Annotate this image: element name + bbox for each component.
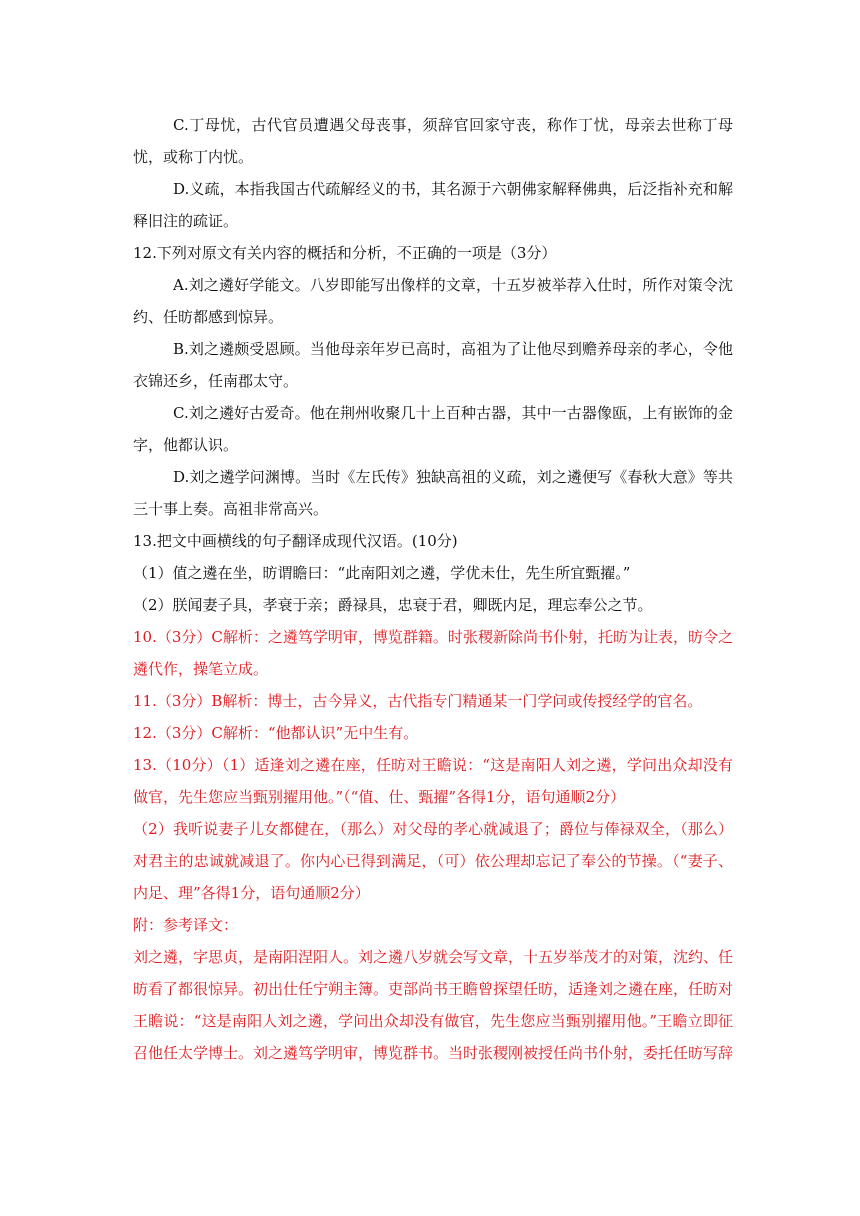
reference-translation: 刘之遴，字思贞，是南阳涅阳人。刘之遴八岁就会写文章，十五岁举茂才的对策，沈约、任昉看了都很惊异。初出仕任宁朔主簿。吏部尚书王瞻曾探望任昉，适逢刘之遴在座，任昉对王瞻说：“这是南阳人刘之遴，学问出众却没有做官，先生您应当甄别擢用他。”王瞻立即征召他任太学博士。刘之遴笃学明审，博览群书。当时张稷刚被授任尚书仆射，委托任昉写辞 bbox=[133, 948, 734, 1062]
answer-11: 11.（3分）B解析：博士，古今异义，古代指专门精通某一门学问或传授经学的官名。 bbox=[133, 692, 703, 710]
question-12-option-b: B.刘之遴颇受恩顾。当他母亲年岁已高时，高祖为了让他尽到赡养母亲的孝心，令他衣锦还乡，任南郡太守。 bbox=[133, 340, 733, 390]
question-12-stem: 12.下列对原文有关内容的概括和分析，不正确的一项是（3分） bbox=[133, 244, 557, 262]
answer-13-part-1: 13.（10分）（1）适逢刘之遴在座，任昉对王瞻说：“这是南阳人刘之遴，学问出众却没有做官，先生您应当甄别擢用他。”（“值、仕、甄擢”各得1分，语句通顺2分） bbox=[133, 756, 733, 806]
document-body bbox=[133, 109, 733, 1069]
question-13-sentence-2: （2）朕闻妻子具，孝衰于亲；爵禄具，忠衰于君，卿既内足，理忘奉公之节。 bbox=[133, 596, 653, 614]
question-12-option-d: D.刘之遴学问渊博。当时《左氏传》独缺高祖的义疏，刘之遴便写《春秋大意》等共三十事上奏。高祖非常高兴。 bbox=[133, 468, 733, 518]
answer-13-part-2: （2）我听说妻子儿女都健在，（那么）对父母的孝心就减退了；爵位与俸禄双全，（那么）对君主的忠诚就减退了。你内心已得到满足，（可）依公理却忘记了奉公的节操。（“妻子、内足、理”各得1分，语句通顺2分） bbox=[133, 820, 733, 902]
option-c-dingyou: C.丁母忧，古代官员遭遇父母丧事，须辞官回家守丧，称作丁忧，母亲去世称丁母忧，或称丁内忧。 bbox=[133, 116, 733, 166]
appendix-label: 附：参考译文： bbox=[133, 916, 239, 934]
question-13-stem: 13.把文中画横线的句子翻译成现代汉语。(10分) bbox=[133, 532, 458, 550]
question-13-sentence-1: （1）值之遴在坐，昉谓瞻曰：“此南阳刘之遴，学优未仕，先生所宜甄擢。” bbox=[133, 564, 631, 582]
question-12-option-c: C.刘之遴好古爱奇。他在荆州收聚几十上百种古器，其中一古器像瓯，上有嵌饰的金字，他都认识。 bbox=[133, 404, 733, 454]
question-12-option-a: A.刘之遴好学能文。八岁即能写出像样的文章，十五岁被举荐入仕时，所作对策令沈约、任昉都感到惊异。 bbox=[133, 276, 733, 326]
answer-10: 10.（3分）C解析：之遴笃学明审，博览群籍。时张稷新除尚书仆射，托昉为让表，昉令之遴代作，操笔立成。 bbox=[133, 628, 733, 678]
answer-12: 12.（3分）C解析：“他都认识”无中生有。 bbox=[133, 724, 419, 742]
option-d-yishu: D.义疏，本指我国古代疏解经义的书，其名源于六朝佛家解释佛典，后泛指补充和解释旧注的疏证。 bbox=[133, 180, 733, 230]
